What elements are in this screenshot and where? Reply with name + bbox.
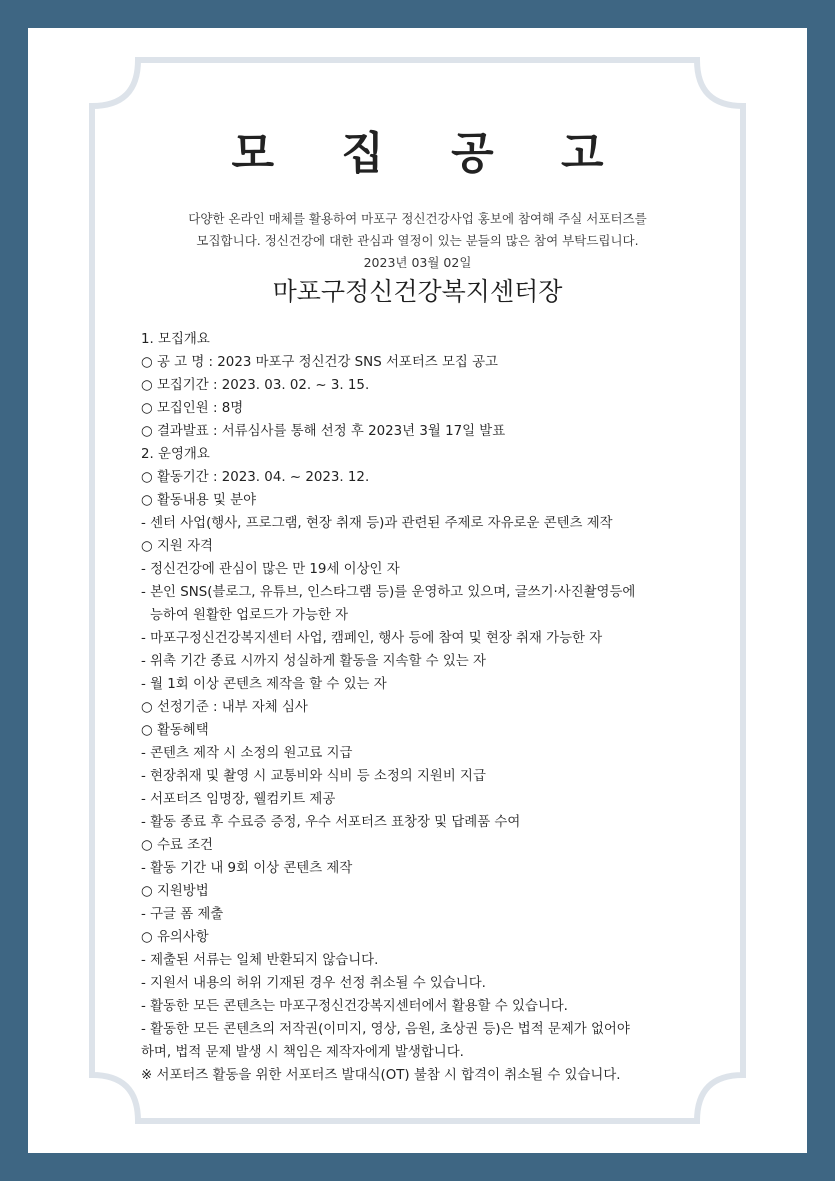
- body-line: ○ 모집인원 : 8명: [141, 401, 244, 416]
- document-sheet: [28, 28, 807, 1153]
- body-line: ○ 활동혜택: [141, 723, 209, 738]
- section-heading: 2. 운영개요: [141, 447, 210, 462]
- body-line-continuation: 하며, 법적 문제 발생 시 책임은 제작자에게 발생합니다.: [141, 1045, 464, 1060]
- body-line: - 콘텐츠 제작 시 소정의 원고료 지급: [141, 746, 353, 761]
- page-title: 모 집 공 고: [231, 128, 630, 179]
- body-line: - 본인 SNS(블로그, 유튜브, 인스타그램 등)를 운영하고 있으며, 글쓰기·사진촬영등에: [141, 585, 636, 600]
- body-line: - 활동한 모든 콘텐츠는 마포구정신건강복지센터에서 활용할 수 있습니다.: [141, 999, 568, 1014]
- footnote: ※ 서포터즈 활동을 위한 서포터즈 발대식(OT) 불참 시 합격이 취소될 수 있습니다.: [141, 1068, 621, 1083]
- organization-name: 마포구정신건강복지센터장: [272, 277, 563, 306]
- intro-line-2: 모집합니다. 정신건강에 대한 관심과 열정이 있는 분들의 많은 참여 부탁드립니다.: [196, 233, 639, 248]
- document-content: [28, 28, 807, 1153]
- body-line-continuation: 능하여 원활한 업로드가 가능한 자: [150, 608, 349, 623]
- body-line: - 서포터즈 임명장, 웰컴키트 제공: [141, 792, 336, 807]
- body-line: - 센터 사업(행사, 프로그램, 현장 취재 등)과 관련된 주제로 자유로운 콘텐츠 제작: [141, 516, 613, 531]
- section-heading: 1. 모집개요: [141, 332, 210, 347]
- body-line: - 활동 종료 후 수료증 증정, 우수 서포터즈 표창장 및 답례품 수여: [141, 815, 521, 830]
- body-line: - 위촉 기간 종료 시까지 성실하게 활동을 지속할 수 있는 자: [141, 654, 486, 669]
- body-line: - 월 1회 이상 콘텐츠 제작을 할 수 있는 자: [141, 677, 387, 692]
- body-line: ○ 선정기준 : 내부 자체 심사: [141, 700, 308, 715]
- body-line: ○ 활동내용 및 분야: [141, 493, 257, 508]
- body-line: ○ 공 고 명 : 2023 마포구 정신건강 SNS 서포터즈 모집 공고: [141, 355, 498, 370]
- body-line: ○ 유의사항: [141, 930, 209, 945]
- body-line: ○ 지원 자격: [141, 539, 213, 554]
- body-line: ○ 활동기간 : 2023. 04. ~ 2023. 12.: [141, 470, 370, 485]
- body-line: ○ 모집기간 : 2023. 03. 02. ~ 3. 15.: [141, 378, 370, 393]
- body-line: - 구글 폼 제출: [141, 907, 224, 922]
- body-line: - 활동 기간 내 9회 이상 콘텐츠 제작: [141, 861, 353, 876]
- intro-block: [28, 208, 807, 274]
- body-line: ○ 결과발표 : 서류심사를 통해 선정 후 2023년 3월 17일 발표: [141, 424, 506, 439]
- body-line: - 지원서 내용의 허위 기재된 경우 선정 취소될 수 있습니다.: [141, 976, 486, 991]
- notice-date: 2023년 03월 02일: [363, 255, 472, 270]
- body-line: - 정신건강에 관심이 많은 만 19세 이상인 자: [141, 562, 400, 577]
- body-line: ○ 지원방법: [141, 884, 209, 899]
- body-line: ○ 수료 조건: [141, 838, 213, 853]
- body-line: - 활동한 모든 콘텐츠의 저작권(이미지, 영상, 음원, 초상권 등)은 법적 문제가 없어야: [141, 1022, 630, 1037]
- body-line: - 현장취재 및 촬영 시 교통비와 식비 등 소정의 지원비 지급: [141, 769, 486, 784]
- notice-body: [141, 328, 701, 1087]
- body-line: - 제출된 서류는 일체 반환되지 않습니다.: [141, 953, 379, 968]
- intro-line-1: 다양한 온라인 매체를 활용하여 마포구 정신건강사업 홍보에 참여해 주실 서포터즈를: [188, 211, 647, 226]
- body-line: - 마포구정신건강복지센터 사업, 캠페인, 행사 등에 참여 및 현장 취재 가능한 자: [141, 631, 603, 646]
